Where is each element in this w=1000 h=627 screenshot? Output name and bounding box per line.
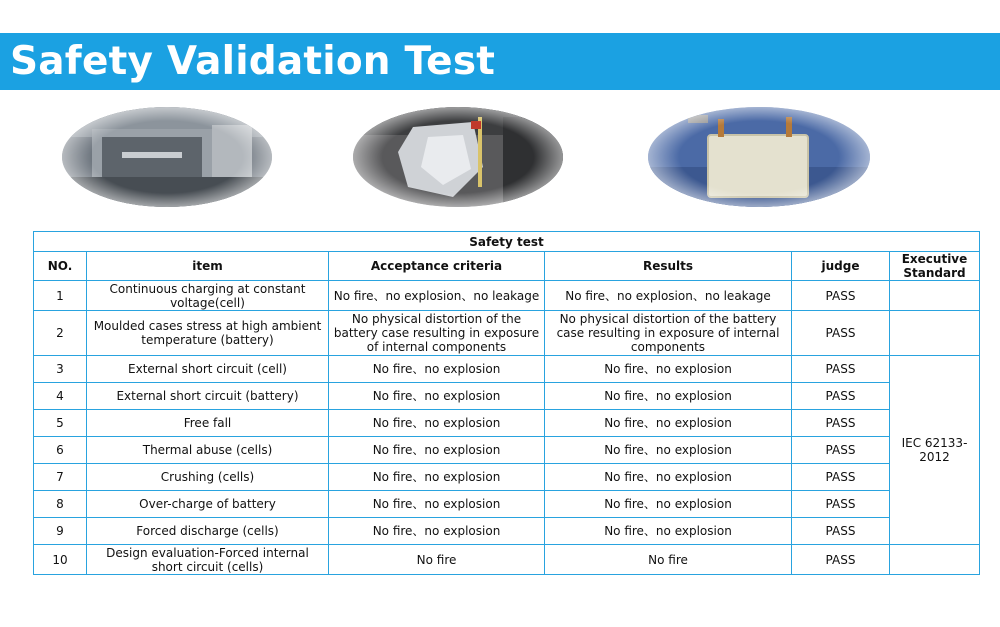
row-standard-empty (890, 311, 980, 356)
table-row (34, 356, 980, 383)
row-criteria: No fire、no explosion、no leakage (329, 281, 545, 311)
table-row (34, 437, 980, 464)
row-number: 4 (34, 383, 87, 410)
row-item: Over-charge of battery (87, 491, 329, 518)
row-standard-empty (890, 545, 980, 575)
row-number: 7 (34, 464, 87, 491)
row-result: No physical distortion of the battery case resulting in exposure of internal components (545, 311, 792, 356)
row-judge: PASS (792, 356, 890, 383)
row-criteria: No fire、no explosion (329, 383, 545, 410)
table-row (34, 410, 980, 437)
row-item: Thermal abuse (cells) (87, 437, 329, 464)
row-judge: PASS (792, 518, 890, 545)
row-criteria: No fire、no explosion (329, 518, 545, 545)
row-item: External short circuit (battery) (87, 383, 329, 410)
table-row (34, 383, 980, 410)
column-header-executive-standard: Executive Standard (890, 252, 980, 281)
row-judge: PASS (792, 545, 890, 575)
row-judge: PASS (792, 281, 890, 311)
row-item: Crushing (cells) (87, 464, 329, 491)
row-result: No fire、no explosion (545, 410, 792, 437)
row-number: 2 (34, 311, 87, 356)
row-criteria: No fire、no explosion (329, 437, 545, 464)
row-result: No fire、no explosion (545, 356, 792, 383)
row-judge: PASS (792, 410, 890, 437)
row-item: Forced discharge (cells) (87, 518, 329, 545)
test-chamber-photo (62, 107, 272, 207)
row-number: 8 (34, 491, 87, 518)
row-criteria: No fire、no explosion (329, 410, 545, 437)
title-banner (0, 33, 1000, 90)
row-criteria: No physical distortion of the battery case resulting in exposure of internal components (329, 311, 545, 356)
row-result: No fire、no explosion (545, 464, 792, 491)
row-result: No fire (545, 545, 792, 575)
table-row (34, 464, 980, 491)
table-row (34, 491, 980, 518)
row-criteria: No fire (329, 545, 545, 575)
row-criteria: No fire、no explosion (329, 491, 545, 518)
column-header-results: Results (545, 252, 792, 281)
row-item: External short circuit (cell) (87, 356, 329, 383)
executive-standard-cell: IEC 62133-2012 (890, 356, 980, 545)
row-number: 3 (34, 356, 87, 383)
row-result: No fire、no explosion (545, 491, 792, 518)
column-header-judge: judge (792, 252, 890, 281)
row-judge: PASS (792, 437, 890, 464)
table-row (34, 281, 980, 311)
row-item: Continuous charging at constant voltage(cell) (87, 281, 329, 311)
row-number: 9 (34, 518, 87, 545)
row-number: 6 (34, 437, 87, 464)
row-result: No fire、no explosion (545, 437, 792, 464)
row-result: No fire、no explosion (545, 383, 792, 410)
table-caption: Safety test (34, 232, 980, 252)
table-row (34, 545, 980, 575)
column-header-acceptance-criteria: Acceptance criteria (329, 252, 545, 281)
page-title: Safety Validation Test (10, 39, 496, 84)
crushed-battery-photo (353, 107, 563, 207)
table-row (34, 518, 980, 545)
row-judge: PASS (792, 383, 890, 410)
row-item: Free fall (87, 410, 329, 437)
column-header-no: NO. (34, 252, 87, 281)
row-standard-empty (890, 281, 980, 311)
table-row (34, 311, 980, 356)
column-header-item: item (87, 252, 329, 281)
safety-test-table (33, 231, 980, 575)
battery-pack-photo (648, 107, 870, 207)
row-item: Design evaluation-Forced internal short circuit (cells) (87, 545, 329, 575)
row-criteria: No fire、no explosion (329, 356, 545, 383)
row-result: No fire、no explosion、no leakage (545, 281, 792, 311)
row-number: 5 (34, 410, 87, 437)
row-judge: PASS (792, 464, 890, 491)
row-result: No fire、no explosion (545, 518, 792, 545)
row-item: Moulded cases stress at high ambient temperature (battery) (87, 311, 329, 356)
row-judge: PASS (792, 491, 890, 518)
row-criteria: No fire、no explosion (329, 464, 545, 491)
row-judge: PASS (792, 311, 890, 356)
row-number: 10 (34, 545, 87, 575)
row-number: 1 (34, 281, 87, 311)
